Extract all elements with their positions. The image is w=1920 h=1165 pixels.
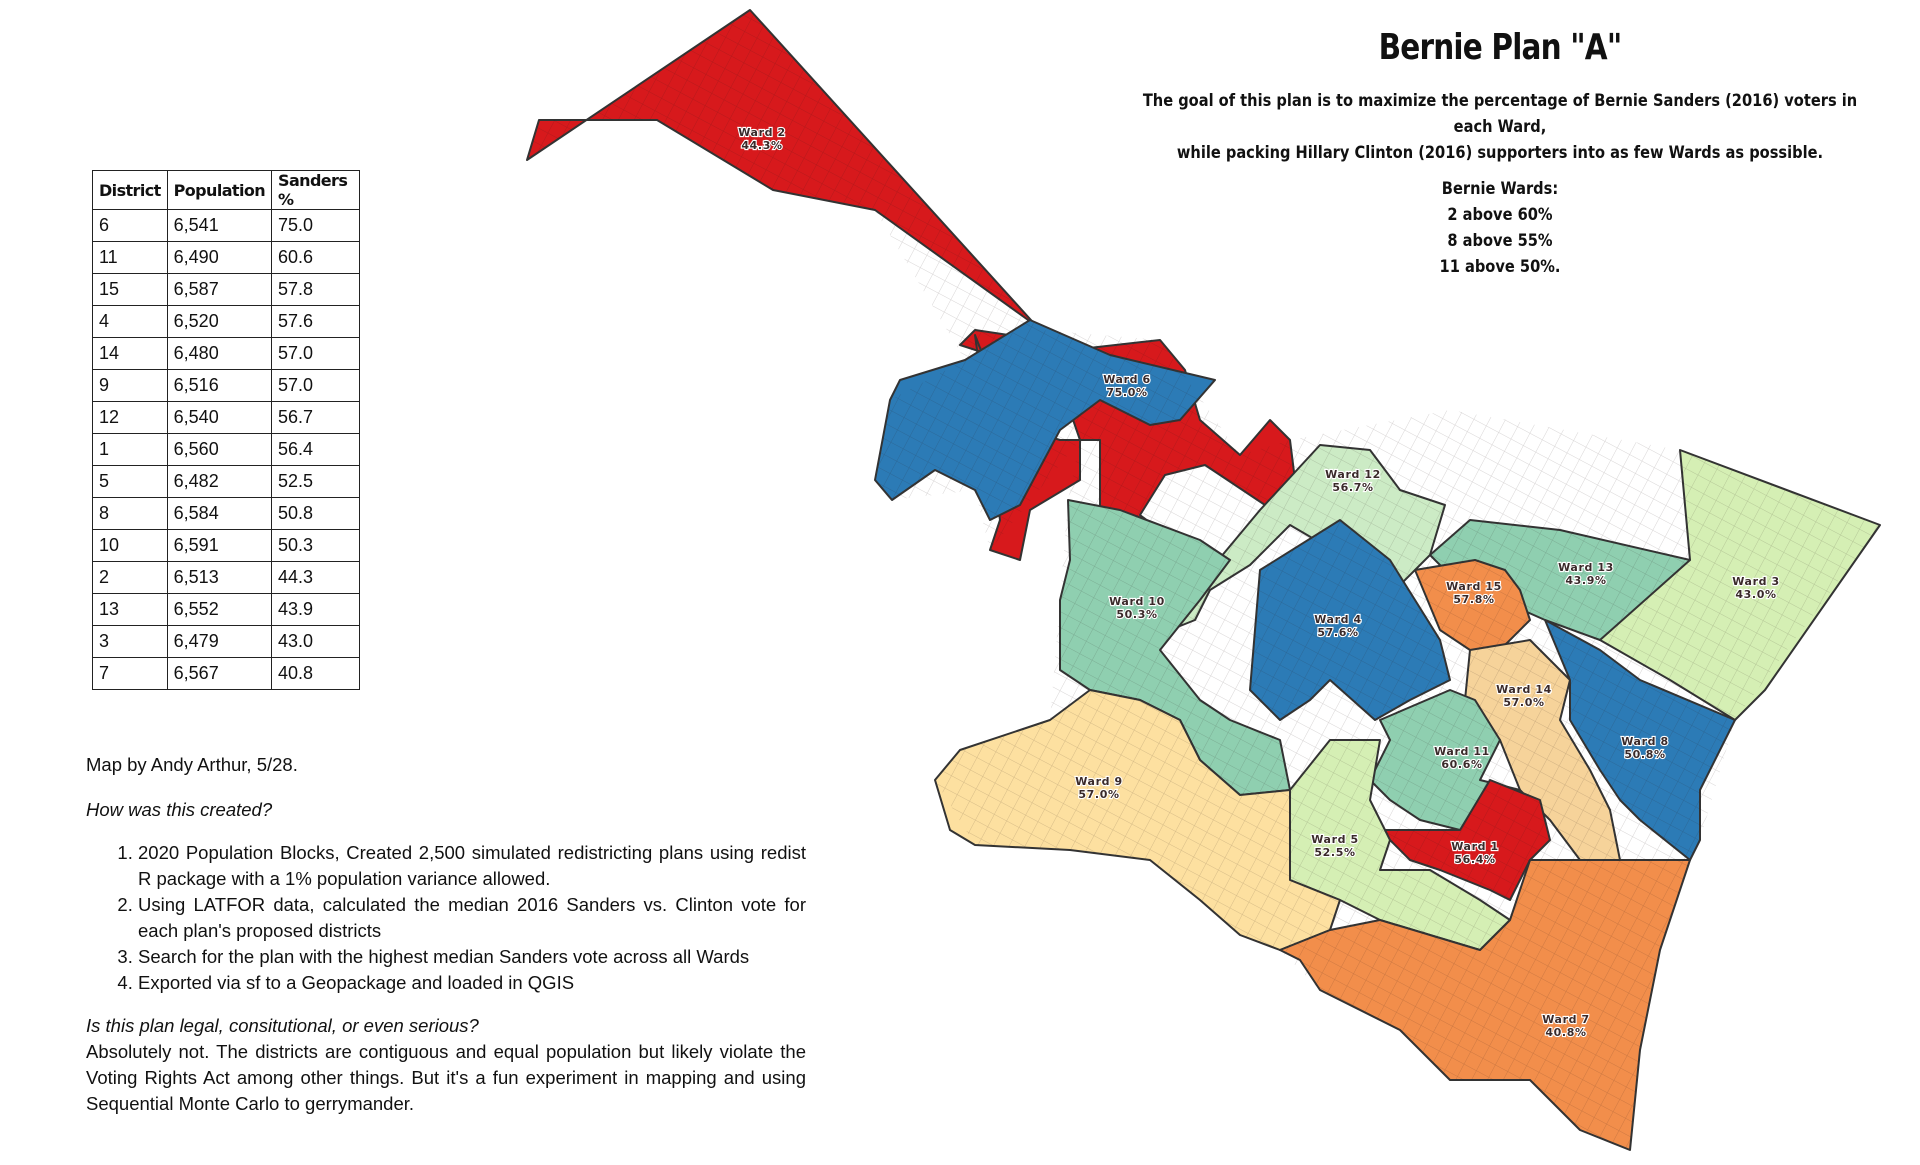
header-sanders-pct: Sanders % xyxy=(272,171,360,210)
map-credit: Map by Andy Arthur, 5/28. xyxy=(86,754,298,775)
bernie-wards-line: 11 above 50%. xyxy=(1439,257,1561,277)
population-cell: 6,584 xyxy=(167,498,271,530)
legal-heading: Is this plan legal, consitutional, or even serious? xyxy=(86,1015,479,1036)
population-cell: 6,490 xyxy=(167,242,271,274)
population-cell: 6,520 xyxy=(167,306,271,338)
table-body xyxy=(93,210,360,690)
ward-14-sanders-pct: 57.0% xyxy=(1503,696,1545,709)
method-step: 2. Using LATFOR data, calculated the median 2016 Sanders vs. Clinton vote for each plan's proposed districts xyxy=(138,892,806,944)
district-cell: 6 xyxy=(93,210,168,242)
ward-14-label: Ward 14 xyxy=(1496,683,1552,696)
method-step: 4. Exported via sf to a Geopackage and loaded in QGIS xyxy=(138,970,806,996)
header-population: Population xyxy=(167,171,271,210)
district-cell: 11 xyxy=(93,242,168,274)
table-row xyxy=(93,530,360,562)
map-subtitle xyxy=(1130,88,1870,166)
table-row xyxy=(93,242,360,274)
bernie-wards-summary xyxy=(1130,176,1870,280)
population-cell: 6,482 xyxy=(167,466,271,498)
district-cell: 10 xyxy=(93,530,168,562)
table-row xyxy=(93,402,360,434)
population-cell: 6,480 xyxy=(167,338,271,370)
ward-8-sanders-pct: 50.8% xyxy=(1624,748,1666,761)
how-heading: How was this created? xyxy=(86,799,273,820)
table-header-row xyxy=(93,171,360,210)
district-cell: 5 xyxy=(93,466,168,498)
table-row xyxy=(93,306,360,338)
ward-7-sanders-pct: 40.8% xyxy=(1545,1026,1587,1039)
subtitle-line: while packing Hillary Clinton (2016) supporters into as few Wards as possible. xyxy=(1176,143,1824,163)
ward-8-label: Ward 8 xyxy=(1621,735,1669,748)
sanders-pct-cell: 56.7 xyxy=(272,402,360,434)
sanders-pct-cell: 60.6 xyxy=(272,242,360,274)
ward-5-label: Ward 5 xyxy=(1311,833,1359,846)
bernie-wards-heading: Bernie Wards: xyxy=(1441,179,1559,199)
ward-5-sanders-pct: 52.5% xyxy=(1314,846,1356,859)
bernie-wards-line: 8 above 55% xyxy=(1447,231,1553,251)
ward-9-label: Ward 9 xyxy=(1075,775,1123,788)
population-cell: 6,567 xyxy=(167,658,271,690)
table-row xyxy=(93,274,360,306)
table-row xyxy=(93,370,360,402)
sanders-pct-cell: 50.8 xyxy=(272,498,360,530)
sanders-pct-cell: 44.3 xyxy=(272,562,360,594)
ward-15-label: Ward 15 xyxy=(1446,580,1502,593)
legal-answer: Absolutely not. The districts are contiguous and equal population but likely violate the Voting Rights Act among other things. But it's a fun experiment in mapping and using Sequential Monte Carlo to gerrymander. xyxy=(86,1041,806,1114)
ward-9-sanders-pct: 57.0% xyxy=(1078,788,1120,801)
table-row xyxy=(93,658,360,690)
table-row xyxy=(93,498,360,530)
sanders-pct-cell: 57.6 xyxy=(272,306,360,338)
district-cell: 15 xyxy=(93,274,168,306)
ward-7-label: Ward 7 xyxy=(1542,1013,1590,1026)
district-cell: 2 xyxy=(93,562,168,594)
district-cell: 4 xyxy=(93,306,168,338)
ward-10-label: Ward 10 xyxy=(1109,595,1165,608)
ward-13-sanders-pct: 43.9% xyxy=(1565,574,1607,587)
title-block xyxy=(1070,26,1920,280)
district-cell: 8 xyxy=(93,498,168,530)
population-cell: 6,552 xyxy=(167,594,271,626)
district-cell: 14 xyxy=(93,338,168,370)
ward-1-label: Ward 1 xyxy=(1451,840,1499,853)
population-cell: 6,591 xyxy=(167,530,271,562)
subtitle-line: The goal of this plan is to maximize the percentage of Bernie Sanders (2016) voters in each Ward, xyxy=(1142,91,1858,137)
population-cell: 6,513 xyxy=(167,562,271,594)
ward-10-sanders-pct: 50.3% xyxy=(1116,608,1158,621)
sanders-pct-cell: 43.9 xyxy=(272,594,360,626)
sanders-pct-cell: 52.5 xyxy=(272,466,360,498)
table-row xyxy=(93,594,360,626)
ward-2-sanders-pct: 44.3% xyxy=(741,139,783,152)
ward-11-sanders-pct: 60.6% xyxy=(1441,758,1483,771)
method-steps xyxy=(86,840,806,996)
bernie-wards-line: 2 above 60% xyxy=(1447,205,1553,225)
ward-3-label: Ward 3 xyxy=(1732,575,1780,588)
ward-12-label: Ward 12 xyxy=(1325,468,1381,481)
ward-6-sanders-pct: 75.0% xyxy=(1106,386,1148,399)
table-row xyxy=(93,434,360,466)
population-cell: 6,587 xyxy=(167,274,271,306)
ward-15-sanders-pct: 57.8% xyxy=(1453,593,1495,606)
ward-13-label: Ward 13 xyxy=(1558,561,1614,574)
sanders-pct-cell: 40.8 xyxy=(272,658,360,690)
population-cell: 6,479 xyxy=(167,626,271,658)
sanders-pct-cell: 57.0 xyxy=(272,370,360,402)
district-cell: 1 xyxy=(93,434,168,466)
sanders-pct-cell: 75.0 xyxy=(272,210,360,242)
ward-2-label: Ward 2 xyxy=(738,126,786,139)
district-table xyxy=(92,170,360,690)
ward-12-sanders-pct: 56.7% xyxy=(1332,481,1374,494)
population-cell: 6,540 xyxy=(167,402,271,434)
population-cell: 6,560 xyxy=(167,434,271,466)
ward-4-label: Ward 4 xyxy=(1314,613,1362,626)
district-cell: 13 xyxy=(93,594,168,626)
ward-11-label: Ward 11 xyxy=(1434,745,1490,758)
sanders-pct-cell: 56.4 xyxy=(272,434,360,466)
table-row xyxy=(93,626,360,658)
ward-4-sanders-pct: 57.6% xyxy=(1317,626,1359,639)
population-cell: 6,516 xyxy=(167,370,271,402)
table-row xyxy=(93,338,360,370)
sanders-pct-cell: 50.3 xyxy=(272,530,360,562)
notes xyxy=(86,752,806,1117)
district-cell: 7 xyxy=(93,658,168,690)
ward-3-sanders-pct: 43.0% xyxy=(1735,588,1777,601)
header-district: District xyxy=(93,171,168,210)
map-title: Bernie Plan "A" xyxy=(1378,27,1622,68)
population-cell: 6,541 xyxy=(167,210,271,242)
sanders-pct-cell: 57.0 xyxy=(272,338,360,370)
district-cell: 12 xyxy=(93,402,168,434)
sanders-pct-cell: 43.0 xyxy=(272,626,360,658)
method-step: 1. 2020 Population Blocks, Created 2,500 simulated redistricting plans using redist R package with a 1% population variance allowed. xyxy=(138,840,806,892)
table-row xyxy=(93,210,360,242)
ward-1-sanders-pct: 56.4% xyxy=(1454,853,1496,866)
district-cell: 3 xyxy=(93,626,168,658)
table-row xyxy=(93,562,360,594)
table-row xyxy=(93,466,360,498)
method-step: 3. Search for the plan with the highest median Sanders vote across all Wards xyxy=(138,944,806,970)
ward-6-label: Ward 6 xyxy=(1103,373,1151,386)
district-cell: 9 xyxy=(93,370,168,402)
sanders-pct-cell: 57.8 xyxy=(272,274,360,306)
